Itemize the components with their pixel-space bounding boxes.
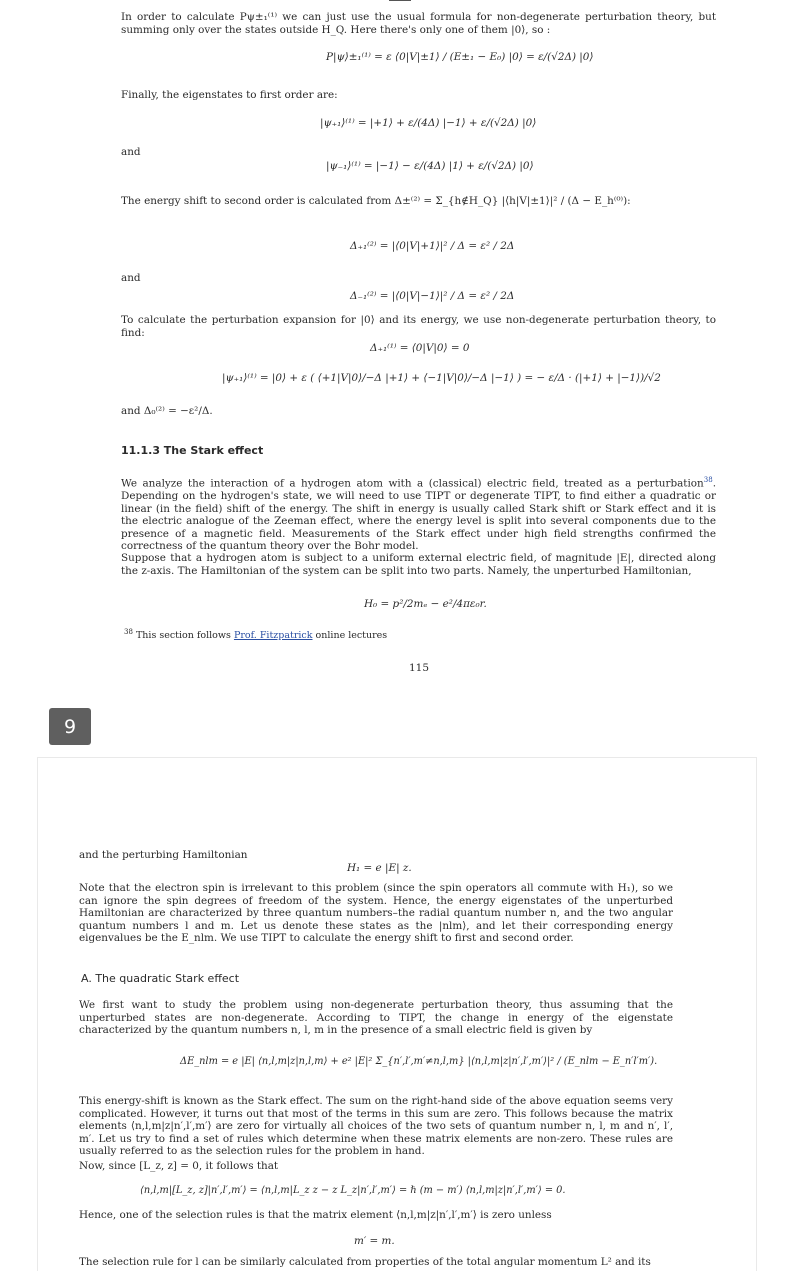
equation-psi-zero: |ψ₊₁⟩⁽¹⁾ = |0⟩ + ε ( ⟨+1|V|0⟩/−Δ |+1⟩ + ⟨−1|V|0⟩/−Δ |−1⟩ ) = − ε/Δ · (|+1⟩ + |−1⟩)/√2	[222, 372, 661, 384]
page-116	[38, 758, 756, 1271]
page-gap	[0, 690, 794, 758]
intro-paragraph: In order to calculate Pψ±₁⁽¹⁾ we can just use the usual formula for non-degenerate perturbation theory, but summing only over the states outside H_Q. Here there's only one of them |0⟩, so :	[121, 11, 716, 36]
fitzpatrick-link[interactable]: Prof. Fitzpatrick	[233, 630, 313, 642]
and-label: and	[121, 146, 141, 158]
paragraph-perturbing: and the perturbing Hamiltonian	[79, 849, 248, 861]
paragraph-matrix-zero: Hence, one of the selection rules is that the matrix element ⟨n,l,m|z|n′,l′,m′⟩ is zero unless	[79, 1209, 552, 1221]
equation-delta-plus: Δ₊₁⁽²⁾ = |⟨0|V|+1⟩|² / Δ = ε² / 2Δ	[350, 240, 515, 252]
paragraph-eigenstates: Finally, the eigenstates to first order are:	[121, 89, 338, 101]
footnote-number: 38	[124, 628, 133, 636]
page-counter-badge[interactable]: 9	[49, 708, 91, 745]
stark-intro-text: We analyze the interaction of a hydrogen atom with a (classical) electric field, treated as a perturbation	[121, 477, 704, 490]
footnote-link-38[interactable]: 38	[703, 476, 713, 484]
and-label: and	[121, 272, 141, 284]
footnote-text: This section follows	[135, 630, 231, 642]
paragraph-hamiltonian: Suppose that a hydrogen atom is subject to a uniform external electric field, of magnitude |E|, directed along the z-axis. The Hamiltonian of the system can be split into two parts. Namely, the unperturbed Hamiltonian,	[121, 552, 716, 577]
paragraph-selection-rules: This energy-shift is known as the Stark effect. The sum on the right-hand side of the above equation seems very complicated. However, it turns out that most of the terms in this sum are zero. This follows because the matrix elements ⟨n,l,m|z|n′,l′,m′⟩ are zero for virtually all choices of the two sets of quantum number n, l, m and n′, l′, m′. Let us try to find a set of rules which determine when these matrix elements are non-zero. These rules are usually referred to as the selection rules for the problem in hand.	[79, 1095, 673, 1158]
equation-h0: H₀ = p²/2mₑ − e²/4πε₀r.	[364, 598, 487, 610]
paragraph-stark-intro	[121, 474, 716, 553]
paragraph-l-rule: The selection rule for l can be similarly calculated from properties of the total angular momentum L² and its	[79, 1256, 651, 1268]
equation-psi-minus: |ψ₋₁⟩⁽¹⁾ = |−1⟩ − ε/(4Δ) |1⟩ + ε/(√2Δ) |0⟩	[326, 160, 534, 172]
footnote-tail: online lectures	[315, 630, 388, 642]
equation-delta-first: Δ₊₁⁽¹⁾ = ⟨0|V|0⟩ = 0	[370, 342, 470, 354]
stark-intro-text-cont: . Depending on the hydrogen's state, we will need to use TIPT or degenerate TIPT, to find either a quadratic or linear (in the field) shift of the energy. The shift in energy is usually called Stark shift or Stark effect and it is the electric analogue of the Zeeman effect, where the energy level is split into several components due to the presence of a magnetic field. Measurements of the Stark effect under high field strengths confirmed the correctness of the quantum theory over the Bohr model.	[121, 477, 716, 553]
section-heading: 11.1.3 The Stark effect	[121, 444, 264, 457]
top-rule	[389, 0, 411, 1]
equation-h1: H₁ = e |E| z.	[347, 862, 412, 874]
equation-energy-shift: ΔE_nlm = e |E| ⟨n,l,m|z|n,l,m⟩ + e² |E|² Σ_{n′,l′,m′≠n,l,m} |⟨n,l,m|z|n′,l′,m′⟩|² / (E_nlm − E_n′l′m′).	[180, 1056, 658, 1067]
equation-m-rule: m′ = m.	[354, 1235, 395, 1247]
footnote	[124, 628, 387, 641]
page-number: 115	[409, 662, 430, 674]
paragraph-spin-note: Note that the electron spin is irrelevant to this problem (since the spin operators all commute with H₁), so we can ignore the spin degrees of freedom of the system. Hence, the energy eigenstates of the unperturbed Hamiltonian are characterized by three quantum numbers–the radial quantum number n, and the two angular quantum numbers l and m. Let us denote these states as the |nlm⟩, and let their corresponding energy eigenvalues be the E_nlm. We use TIPT to calculate the energy shift to first and second order.	[79, 882, 673, 945]
equation-delta-minus: Δ₋₁⁽²⁾ = |⟨0|V|−1⟩|² / Δ = ε² / 2Δ	[350, 290, 515, 302]
equation-commutator: ⟨n,l,m|[L_z, z]|n′,l′,m′⟩ = ⟨n,l,m|L_z z − z L_z|n′,l′,m′⟩ = ℏ (m − m′) ⟨n,l,m|z|n′,l′,m′⟩ = 0.	[140, 1185, 566, 1196]
paragraph-second-order: The energy shift to second order is calculated from Δ±⁽²⁾ = Σ_{h∉H_Q} |⟨h|V|±1⟩|² / (Δ − E_h⁽⁰⁾):	[121, 195, 631, 207]
equation-delta-zero: and Δ₀⁽²⁾ = −ε²/Δ.	[121, 405, 213, 417]
equation-projection: P|ψ⟩±₁⁽¹⁾ = ε ⟨0|V|±1⟩ / (E±₁ − E₀) |0⟩ = ε/(√2Δ) |0⟩	[326, 51, 594, 63]
equation-psi-plus: |ψ₊₁⟩⁽¹⁾ = |+1⟩ + ε/(4Δ) |−1⟩ + ε/(√2Δ) |0⟩	[320, 117, 537, 129]
subsection-heading: A. The quadratic Stark effect	[81, 972, 240, 985]
paragraph-perturbation-expansion: To calculate the perturbation expansion for |0⟩ and its energy, we use non-degenerate perturbation theory, to find:	[121, 314, 716, 339]
paragraph-quadratic: We first want to study the problem using non-degenerate perturbation theory, thus assuming that the unperturbed states are non-degenerate. According to TIPT, the change in energy of the eigenstate characterized by the quantum numbers n, l, m in the presence of a small electric field is given by	[79, 999, 673, 1037]
paragraph-commutator: Now, since [L_z, z] = 0, it follows that	[79, 1160, 279, 1172]
